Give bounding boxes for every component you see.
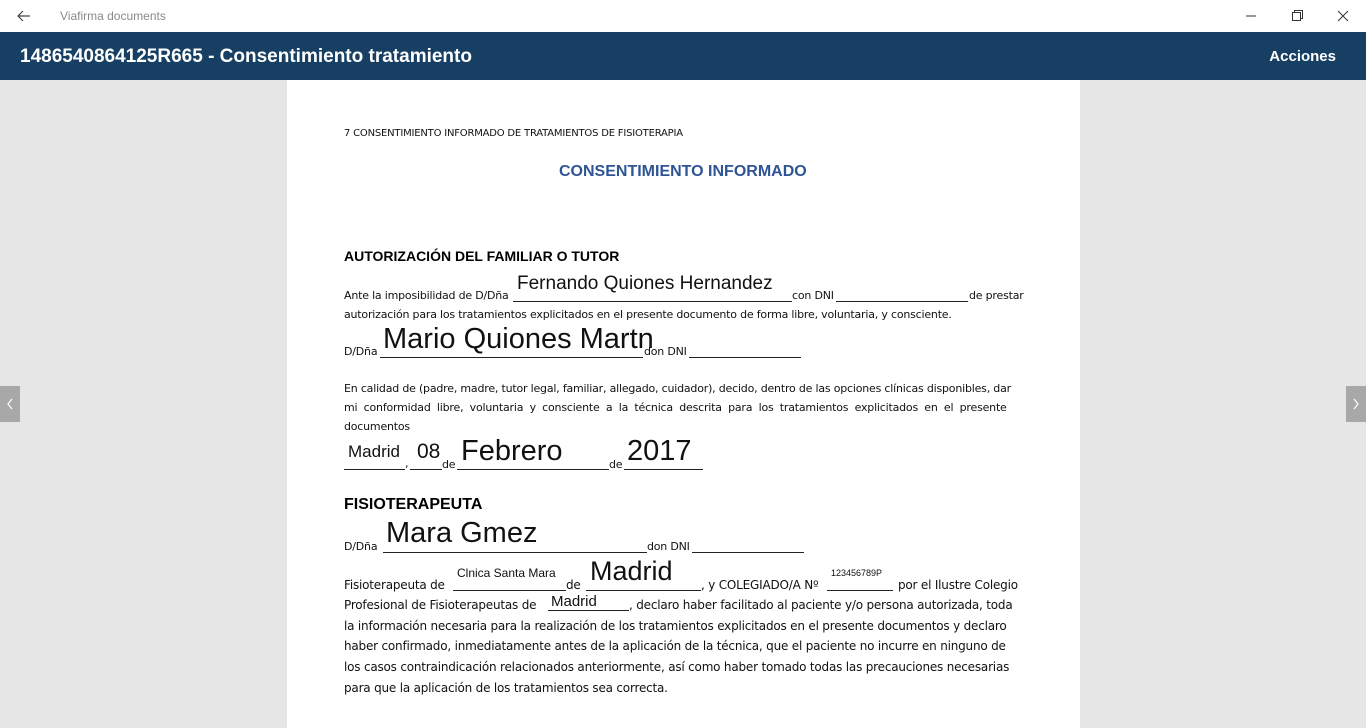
document-title: 1486540864125R665 - Consentimiento tratamiento [20, 46, 472, 67]
date-de-1: de [442, 458, 456, 471]
city-field[interactable]: Madrid [590, 556, 673, 586]
next-page-button[interactable] [1346, 386, 1366, 422]
section-header: 7 CONSENTIMIENTO INFORMADO DE TRATAMIENTOS DE FISIOTERAPIA [344, 128, 683, 139]
fisio-section-title: FISIOTERAPEUTA [344, 496, 483, 513]
app-header [0, 32, 1366, 80]
date-city-field[interactable]: Madrid [348, 442, 400, 461]
chevron-right-icon [1346, 386, 1366, 422]
fisio-line6: los casos contraindicación relacionados anteriormente, así como haber tomado todas las precauciones necesarias [344, 660, 1010, 674]
familiar-name-field[interactable]: Fernando Quiones Hernandez [517, 273, 773, 294]
fisio-line2-colegiado: , y COLEGIADO/A Nº [701, 578, 819, 592]
date-year-line [624, 469, 703, 470]
colegiado-field-line [827, 590, 893, 591]
minimize-button[interactable] [1228, 0, 1274, 32]
fisio-line7: para que la aplicación de los tratamientos sea correcta. [344, 681, 668, 695]
patient-name-field[interactable]: Mario Quiones Martn [383, 323, 654, 355]
chevron-left-icon [0, 386, 20, 422]
familiar-line1-mid: con DNI [792, 289, 834, 302]
familiar-line3-prefix: D/Dña [344, 345, 378, 358]
clinic-field-line [453, 590, 566, 591]
clinic-field[interactable]: Clnica Santa Mara [457, 566, 556, 580]
fisio-line4: la información necesaria para la realización de los tratamientos explicitados en el presente documentos y declaro [344, 619, 1007, 633]
date-day-field[interactable]: 08 [417, 440, 441, 463]
fisio-line2-suffix: por el Ilustre Colegio [898, 578, 1018, 592]
familiar-line1-suffix: de prestar [969, 289, 1024, 302]
back-arrow-icon [12, 5, 36, 27]
date-day-line [410, 469, 442, 470]
familiar-line2: autorización para los tratamientos explicitados en el presente documento de forma libre, voluntaria, y consciente. [344, 308, 952, 321]
date-de-2: de [609, 458, 623, 471]
college-city-field-line [548, 610, 629, 611]
fisio-line3-prefix: Profesional de Fisioterapeutas de [344, 598, 537, 612]
therapist-name-field[interactable]: Mara Gmez [386, 517, 538, 549]
colegiado-field[interactable]: 123456789P [831, 568, 883, 578]
familiar-section-title: AUTORIZACIÓN DEL FAMILIAR O TUTOR [344, 248, 620, 264]
window-title-bar [0, 0, 1366, 32]
college-city-field[interactable]: Madrid [551, 593, 597, 610]
date-year-field[interactable]: 2017 [627, 435, 692, 467]
fisio-line2-de: de [566, 578, 581, 592]
document-page [287, 80, 1080, 728]
familiar-line3-mid: don DNI [644, 345, 687, 358]
familiar-para-line2: mi conformidad libre, voluntaria y consciente a la técnica descrita para los tratamientos explicitados en el presente [344, 401, 1007, 414]
patient-name-field-line [380, 357, 643, 358]
minimize-icon [1228, 0, 1274, 32]
patient-dni-field-line[interactable] [689, 357, 801, 358]
close-icon [1320, 0, 1366, 32]
actions-button[interactable]: Acciones [1269, 48, 1336, 65]
maximize-icon [1274, 0, 1320, 32]
fisio-line1-prefix: D/Dña [344, 540, 378, 553]
city-field-line [586, 590, 701, 591]
document-heading: CONSENTIMIENTO INFORMADO [559, 163, 807, 180]
previous-page-button[interactable] [0, 386, 20, 422]
date-separator: , [405, 457, 409, 470]
fisio-line3-suffix: , declaro haber facilitado al paciente y/o persona autorizada, toda [629, 598, 1013, 612]
date-month-line [457, 469, 609, 470]
therapist-dni-field-line[interactable] [692, 552, 804, 553]
familiar-line1-prefix: Ante la imposibilidad de D/Dña [344, 289, 509, 302]
familiar-name-field-line [513, 301, 792, 302]
date-city-line [344, 469, 405, 470]
date-month-field[interactable]: Febrero [461, 435, 563, 467]
therapist-name-field-line [383, 552, 647, 553]
fisio-line1-mid: don DNI [647, 540, 690, 553]
familiar-dni-field-line[interactable] [836, 301, 968, 302]
fisio-line5: haber confirmado, inmediatamente antes de la aplicación de la técnica, que el paciente no incurre en ninguno de [344, 639, 1006, 653]
familiar-para-line3: documentos [344, 420, 410, 433]
restore-button[interactable] [1274, 0, 1320, 32]
close-button[interactable] [1320, 0, 1366, 32]
fisio-line2-prefix: Fisioterapeuta de [344, 578, 445, 592]
app-title: Viafirma documents [60, 9, 166, 23]
familiar-para-line1: En calidad de (padre, madre, tutor legal, familiar, allegado, cuidador), decido, dentro de las opciones clínicas disponibles, dar [344, 382, 1011, 395]
back-button[interactable] [12, 5, 36, 27]
